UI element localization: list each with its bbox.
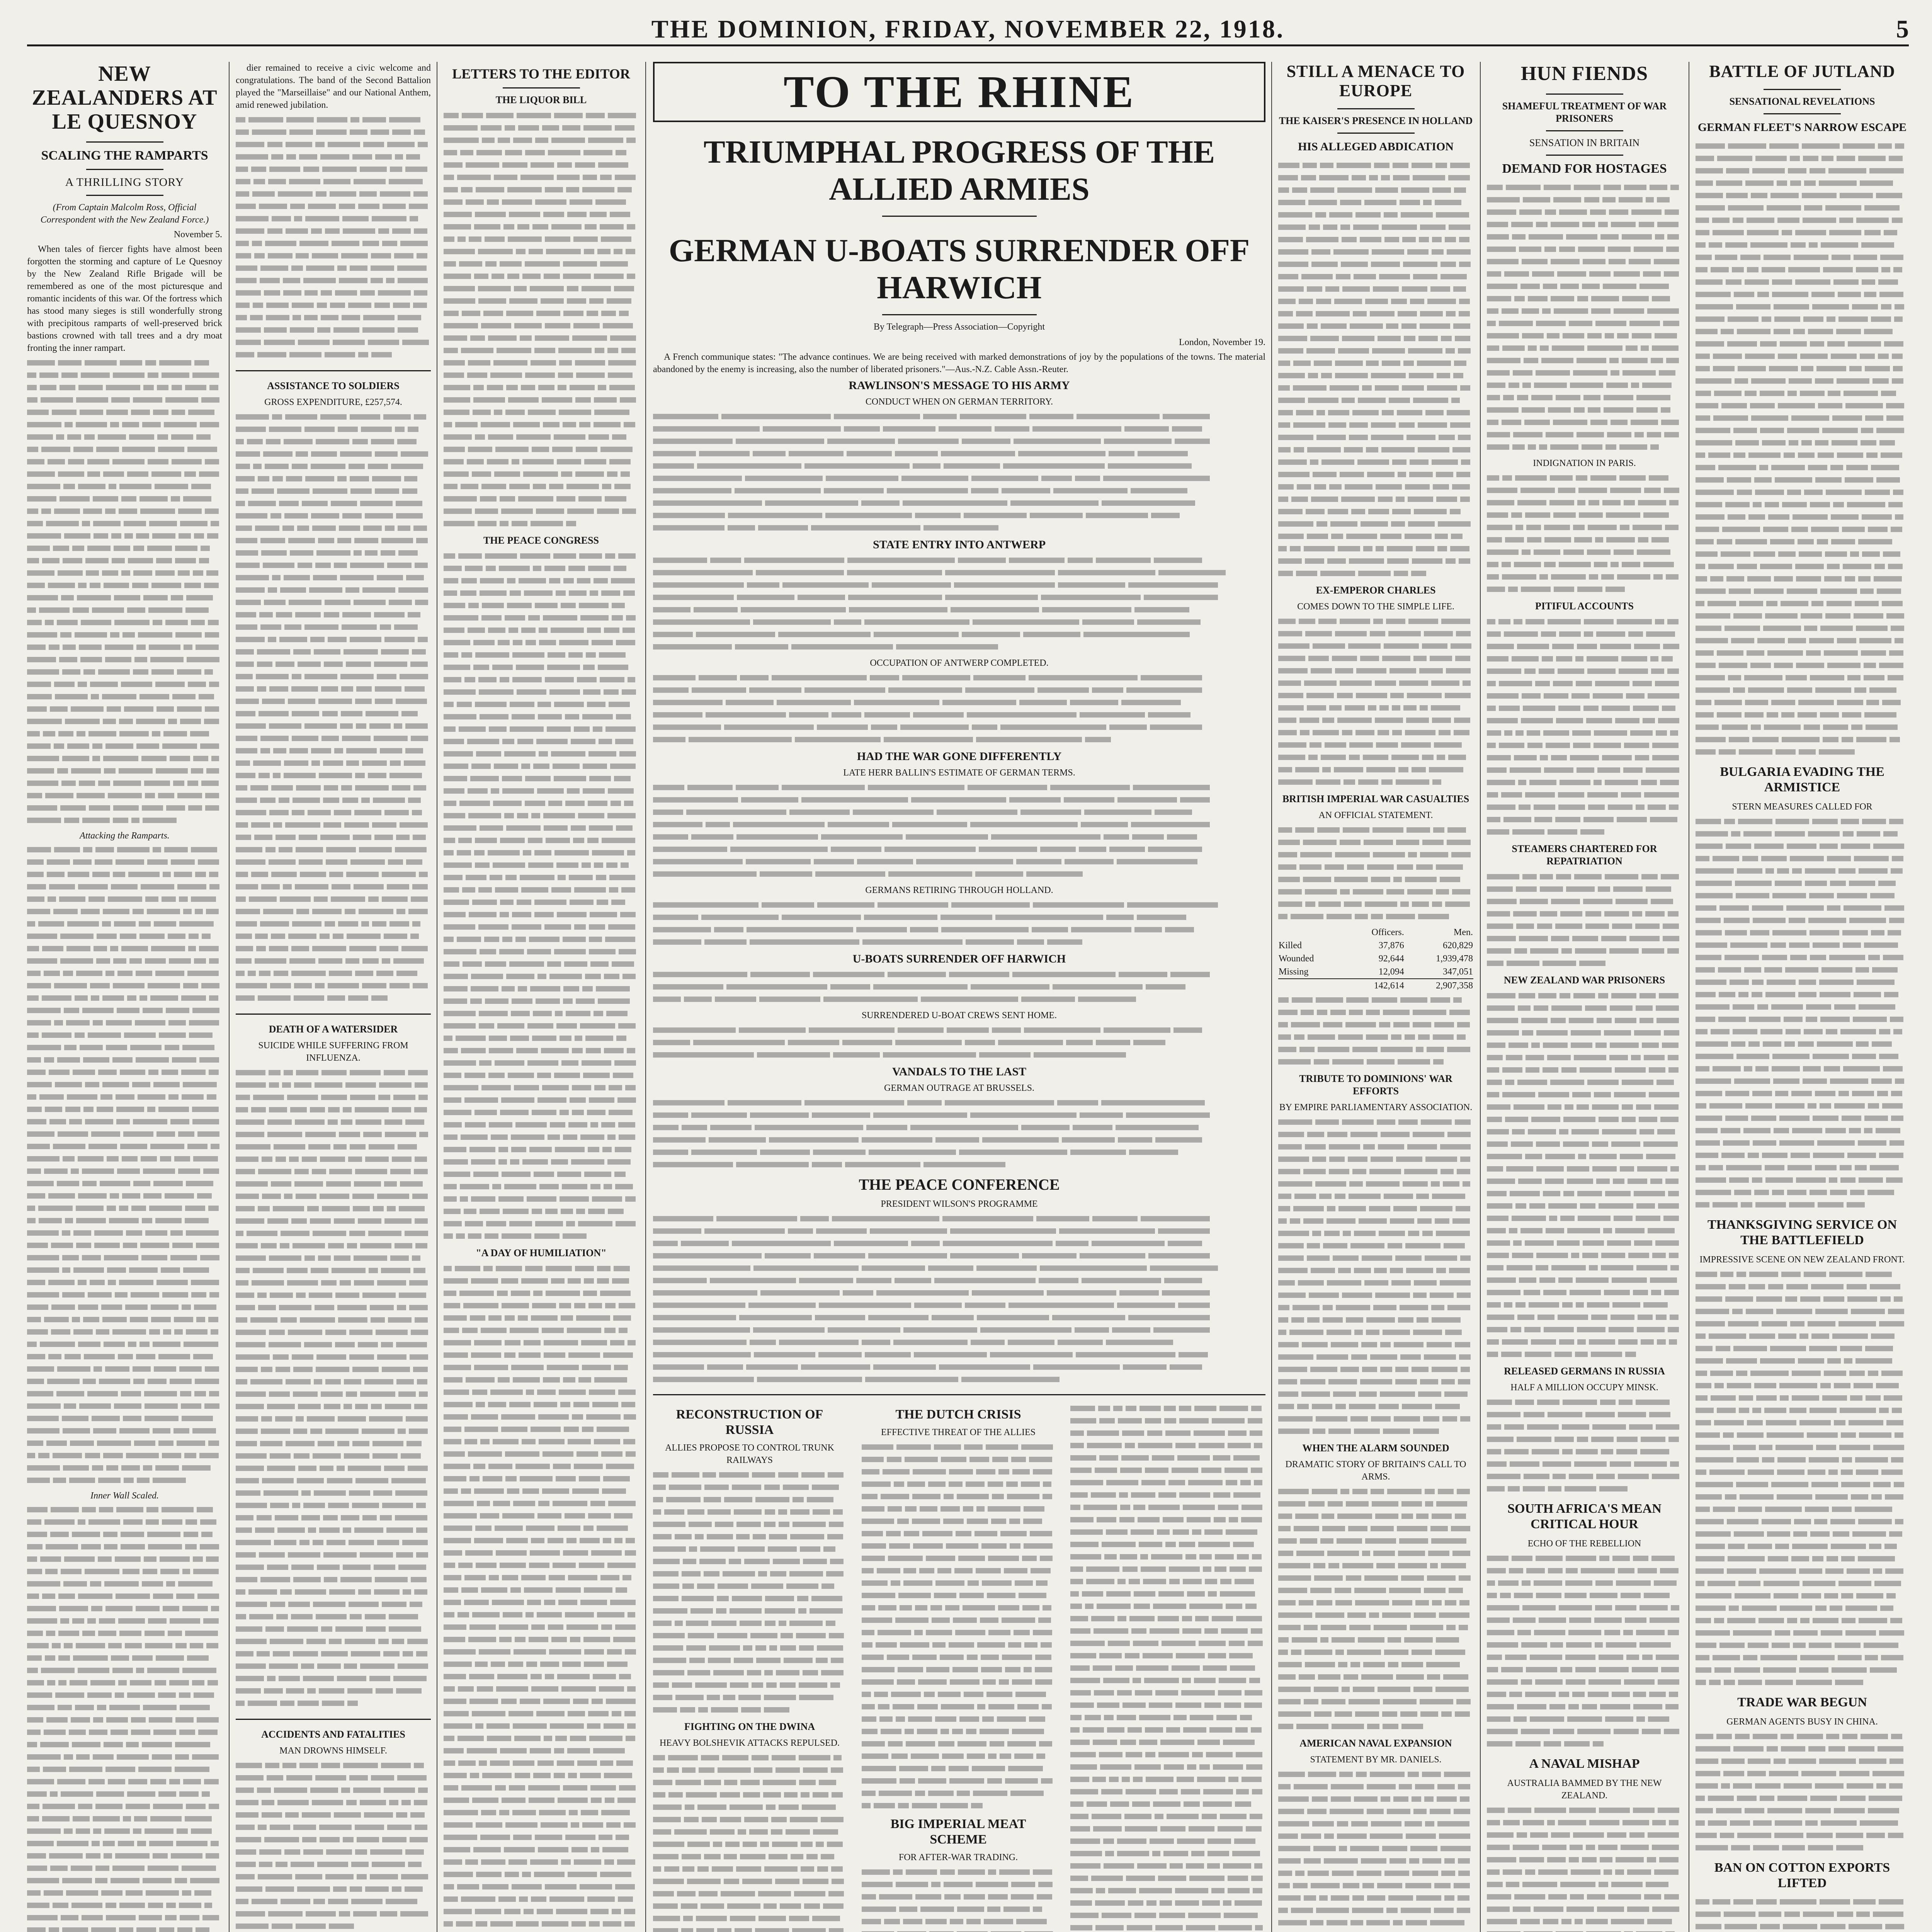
divider — [1546, 130, 1623, 131]
article-body: A French communique states: "The advance continues. We are being received with marked demonstrations of joy by the populations of the towns. The material abandoned by the enemy is increasing, also the number of liberated prisoners."—Aus.-N.Z. Cable Assn.-Reuter. — [653, 352, 1265, 374]
crosshead: Attacking the Ramparts. — [80, 831, 170, 841]
column-1 — [27, 62, 222, 1932]
text-block — [653, 900, 1265, 949]
dutch-story — [862, 1403, 1055, 1932]
article-body: dier remained to receive a civic welcome and congratulations. The band of the Second Battalion played the "Marseillaise" and our National Anthem, amid renewed jubilation. — [236, 63, 431, 110]
main-subhead-progress: TRIUMPHAL PROGRESS OF THE ALLIED ARMIES — [703, 134, 1215, 207]
table-cell: Wounded — [1279, 954, 1314, 964]
headline-watersider: DEATH OF A WATERSIDER — [269, 1024, 398, 1035]
subhead-simple-life: COMES DOWN TO THE SIMPLE LIFE. — [1297, 602, 1454, 612]
main-subhead-uboats: GERMAN U-BOATS SURRENDER OFF HARWICH — [668, 233, 1250, 306]
subhead-retiring: GERMANS RETIRING THROUGH HOLLAND. — [865, 885, 1053, 895]
subhead-war-differently: HAD THE WAR GONE DIFFERENTLY — [857, 750, 1062, 763]
table-row — [1278, 952, 1473, 965]
dateline: November 5. — [173, 230, 222, 240]
headline-accidents: ACCIDENTS AND FATALITIES — [261, 1729, 405, 1740]
divider — [86, 195, 163, 196]
column-rule — [645, 62, 646, 1932]
headline-bulgaria: BULGARIA EVADING THE ARMISTICE — [1720, 765, 1884, 794]
table-cell: 92,644 — [1378, 954, 1404, 964]
headline-hun-fiends: HUN FIENDS — [1520, 63, 1648, 85]
divider — [236, 1719, 431, 1720]
text-block — [862, 1867, 1055, 1932]
subhead-conduct: CONDUCT WHEN ON GERMAN TERRITORY. — [865, 397, 1053, 407]
headline-cotton: BAN ON COTTON EXPORTS LIFTED — [1714, 1861, 1890, 1890]
subhead-brussels: GERMAN OUTRAGE AT BRUSSELS. — [884, 1083, 1034, 1093]
text-block — [653, 555, 1265, 654]
subhead-official: AN OFFICIAL STATEMENT. — [1318, 810, 1433, 820]
text-block — [1487, 1805, 1682, 1932]
table-cell — [1278, 979, 1344, 992]
text-block — [1278, 1117, 1473, 1438]
text-block — [236, 412, 431, 1005]
subhead-revelations: SENSATIONAL REVELATIONS — [1729, 96, 1875, 107]
subhead-australia: AUSTRALIA BAMMED BY THE NEW ZEALAND. — [1507, 1778, 1662, 1801]
table-header: Men. — [1454, 927, 1473, 937]
headline-dutch: THE DUTCH CRISIS — [895, 1407, 1021, 1422]
headline-dwina: FIGHTING ON THE DWINA — [684, 1721, 815, 1732]
subhead-call-to-arms: DRAMATIC STORY OF BRITAIN'S CALL TO ARMS. — [1285, 1459, 1466, 1482]
text-block — [27, 844, 222, 1487]
article-body: When tales of fiercer fights have almost been forgotten the storming and capture of Le Quesnoy by the New Zealand Rifle Brigade will be remembered as one of the most picturesque and romantic incidents of this war. Of the fortress which has stood many sieges is still wonderfully strong with precipitous ramparts of well-preserved brick bastions crowned with tall trees and a dry moat fronting the inner rampart. — [27, 244, 222, 353]
text-block — [1487, 1397, 1682, 1496]
subhead-humiliation: "A DAY OF HUMILIATION" — [476, 1247, 607, 1259]
text-block — [862, 1442, 1055, 1813]
page-number: 5 — [1896, 15, 1909, 43]
divider — [1337, 133, 1415, 134]
table-row — [1278, 939, 1473, 952]
text-block — [1278, 825, 1473, 923]
subhead-kaiser: THE KAISER'S PRESENCE IN HOLLAND — [1279, 115, 1473, 126]
text-block — [236, 1760, 431, 1932]
column-9 — [1696, 62, 1909, 1932]
table-cell: 142,614 — [1374, 981, 1404, 991]
crosshead: Inner Wall Scaled. — [90, 1491, 159, 1501]
dateline: London, November 19. — [1179, 337, 1265, 347]
subhead-minsk: HALF A MILLION OCCUPY MINSK. — [1510, 1383, 1658, 1393]
subhead-sensation: SENSATION IN BRITAIN — [1529, 137, 1640, 148]
text-block — [653, 969, 1265, 1006]
headline-nz-prisoners: NEW ZEALAND WAR PRISONERS — [1503, 975, 1665, 986]
divider — [503, 87, 580, 88]
table-row — [1278, 965, 1473, 979]
subhead-empire-parliamentary: BY EMPIRE PARLIAMENTARY ASSOCIATION. — [1279, 1102, 1473, 1112]
subhead-rebellion: ECHO OF THE REBELLION — [1527, 1539, 1641, 1549]
column-2 — [236, 62, 431, 1932]
text-block — [1487, 871, 1682, 970]
headline-released: RELEASED GERMANS IN RUSSIA — [1504, 1366, 1665, 1377]
subhead-daniels: STATEMENT BY MR. DANIELS. — [1310, 1755, 1442, 1765]
subhead-scaling: SCALING THE RAMPARTS — [41, 148, 208, 163]
text-block — [1696, 1269, 1909, 1689]
headline-meat: BIG IMPERIAL MEAT SCHEME — [890, 1817, 1026, 1847]
subhead-antwerp: STATE ENTRY INTO ANTWERP — [872, 538, 1046, 551]
subhead-shameful: SHAMEFUL TREATMENT OF WAR PRISONERS — [1502, 100, 1667, 124]
table-cell: 2,907,358 — [1436, 981, 1473, 991]
headline-steamers: STEAMERS CHARTERED FOR REPATRIATION — [1512, 843, 1657, 867]
subhead-crews: SURRENDERED U-BOAT CREWS SENT HOME. — [861, 1010, 1057, 1020]
text-block — [653, 1752, 846, 1932]
subhead-railways: ALLIES PROPOSE TO CONTROL TRUNK RAILWAYS — [665, 1443, 834, 1465]
text-block — [1070, 1403, 1265, 1932]
text-block — [653, 1213, 1265, 1386]
subhead-drowns: MAN DROWNS HIMSELF. — [279, 1746, 387, 1756]
text-block — [653, 1097, 1265, 1172]
byline: (From Captain Malcolm Ross, Official Correspondent with the New Zealand Force.) — [40, 202, 209, 225]
divider — [86, 169, 163, 170]
divider — [882, 216, 1037, 217]
subhead-peace-congress: THE PEACE CONGRESS — [483, 535, 599, 546]
text-block — [1487, 1553, 1682, 1751]
divider — [1337, 108, 1415, 109]
headline-dominions: TRIBUTE TO DOMINIONS' WAR EFFORTS — [1299, 1073, 1452, 1097]
headline-jutland: BATTLE OF JUTLAND — [1709, 62, 1895, 81]
headline-menace: STILL A MENACE TO EUROPE — [1286, 62, 1465, 100]
text-block — [444, 110, 639, 531]
text-block — [1487, 182, 1682, 454]
table-cell: 620,829 — [1443, 940, 1473, 951]
subhead-rawlinson: RAWLINSON'S MESSAGE TO HIS ARMY — [849, 379, 1070, 392]
subhead-after-war: FOR AFTER-WAR TRADING. — [898, 1852, 1018, 1862]
text-block — [444, 551, 639, 1243]
subhead-indignation: INDIGNATION IN PARIS. — [1533, 458, 1636, 468]
text-block — [236, 114, 431, 362]
divider — [1764, 89, 1841, 90]
table-total-row — [1278, 979, 1473, 992]
text-block — [27, 357, 222, 827]
table-cell: 37,876 — [1378, 940, 1404, 951]
text-block — [653, 672, 1265, 747]
column-rule — [1271, 62, 1272, 1932]
headline-naval-mishap: A NAVAL MISHAP — [1529, 1757, 1640, 1771]
subhead-stern: STERN MEASURES CALLED FOR — [1732, 802, 1872, 812]
text-block — [27, 1504, 222, 1932]
subhead-expenditure: GROSS EXPENDITURE, £257,574. — [264, 397, 402, 407]
subhead-nz-front: IMPRESSIVE SCENE ON NEW ZEALAND FRONT. — [1699, 1255, 1905, 1265]
text-block — [1487, 473, 1682, 596]
headline-casualties: BRITISH IMPERIAL WAR CASUALTIES — [1282, 793, 1469, 804]
newspaper-title: THE DOMINION, FRIDAY, NOVEMBER 22, 1918. — [651, 15, 1285, 43]
casualty-table — [1278, 926, 1473, 992]
subhead-thrilling: A THRILLING STORY — [65, 176, 184, 189]
subhead-wilson: PRESIDENT WILSON'S PROGRAMME — [881, 1199, 1038, 1209]
text-block — [1487, 990, 1682, 1361]
subhead-suicide: SUICIDE WHILE SUFFERING FROM INFLUENZA. — [258, 1041, 408, 1063]
divider — [1546, 94, 1623, 95]
table-cell: 347,051 — [1443, 967, 1473, 977]
lower-grid — [653, 1394, 1265, 1932]
text-block — [236, 1067, 431, 1710]
divider — [1764, 113, 1841, 114]
text-block — [1696, 816, 1909, 1212]
divider — [236, 370, 431, 371]
text-block — [653, 782, 1265, 881]
subhead-ballin: LATE HERR BALLIN'S ESTIMATE OF GERMAN TERMS. — [843, 768, 1075, 778]
subhead-occupation: OCCUPATION OF ANTWERP COMPLETED. — [870, 658, 1049, 668]
text-block — [1278, 1769, 1473, 1932]
text-block — [653, 1469, 846, 1717]
headline-assistance: ASSISTANCE TO SOLDIERS — [267, 380, 400, 391]
text-block — [1278, 1486, 1473, 1733]
table-cell: Killed — [1279, 940, 1302, 951]
subhead-peace-conference: THE PEACE CONFERENCE — [859, 1176, 1060, 1193]
subhead-hostages: DEMAND FOR HOSTAGES — [1502, 162, 1667, 176]
subhead-threat: EFFECTIVE THREAT OF THE ALLIES — [881, 1427, 1036, 1437]
text-block — [653, 1025, 1265, 1062]
table-header: Officers. — [1371, 927, 1404, 937]
headline-alarm: WHEN THE ALARM SOUNDED — [1302, 1442, 1449, 1454]
text-block — [1278, 616, 1473, 789]
main-continuation — [1070, 1403, 1265, 1932]
column-3 — [444, 62, 639, 1932]
headline-le-quesnoy: NEW ZEALANDERS AT LE QUESNOY — [32, 62, 218, 134]
headline-letters: LETTERS TO THE EDITOR — [452, 66, 630, 82]
divider — [882, 314, 1037, 315]
headline-south-africa: SOUTH AFRICA'S MEAN CRITICAL HOUR — [1507, 1502, 1662, 1531]
source-line: By Telegraph—Press Association—Copyright — [873, 322, 1045, 332]
headline-charles: EX-EMPEROR CHARLES — [1316, 585, 1436, 596]
table-cell: 1,939,478 — [1436, 954, 1473, 964]
column-7 — [1278, 62, 1473, 1932]
subhead-uboats-harwich: U-BOATS SURRENDER OFF HARWICH — [852, 952, 1066, 965]
headline-russia: RECONSTRUCTION OF RUSSIA — [676, 1407, 823, 1437]
divider — [86, 141, 163, 143]
masthead — [27, 15, 1909, 46]
headline-pitiful: PITIFUL ACCOUNTS — [1535, 600, 1634, 612]
column-rule — [1480, 62, 1481, 1932]
text-block — [1696, 1896, 1909, 1932]
main-story — [653, 62, 1265, 1932]
divider — [236, 1014, 431, 1015]
table-header — [1278, 926, 1344, 939]
text-block — [1278, 160, 1473, 580]
subhead-china-agents: GERMAN AGENTS BUSY IN CHINA. — [1726, 1717, 1878, 1727]
table-cell: 12,094 — [1378, 967, 1404, 977]
subhead-bolshevik: HEAVY BOLSHEVIK ATTACKS REPULSED. — [659, 1738, 840, 1748]
text-block — [653, 411, 1265, 535]
text-block — [1696, 1731, 1909, 1855]
russia-story — [653, 1403, 846, 1932]
column-8 — [1487, 62, 1682, 1932]
column-rule — [229, 62, 230, 1932]
text-block — [1696, 141, 1909, 759]
text-block — [1487, 616, 1682, 839]
subhead-abdication: HIS ALLEGED ABDICATION — [1298, 140, 1454, 153]
table-cell: Missing — [1279, 967, 1309, 977]
text-block — [444, 1263, 639, 1932]
headline-trade-war: TRADE WAR BEGUN — [1737, 1695, 1867, 1709]
headline-naval: AMERICAN NAVAL EXPANSION — [1299, 1738, 1452, 1749]
main-headline: TO THE RHINE — [653, 62, 1265, 122]
subhead-liquor: THE LIQUOR BILL — [495, 94, 587, 105]
subhead-narrow-escape: GERMAN FLEET'S NARROW ESCAPE — [1697, 121, 1907, 134]
headline-thanksgiving: THANKSGIVING SERVICE ON THE BATTLEFIELD — [1707, 1218, 1897, 1247]
divider — [1546, 155, 1623, 156]
subhead-vandals: VANDALS TO THE LAST — [892, 1065, 1027, 1078]
text-block — [1278, 995, 1473, 1069]
